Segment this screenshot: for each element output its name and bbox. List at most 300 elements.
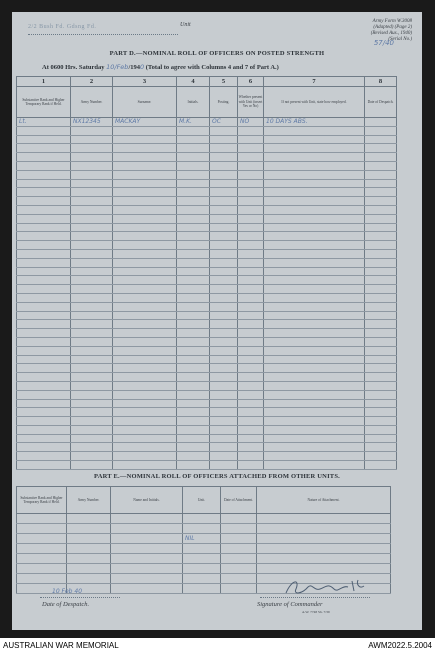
table-cell [71,461,113,470]
table-row [17,249,397,258]
table-cell [238,417,264,426]
table-row [17,381,397,390]
table-cell [71,153,113,162]
table-cell [365,373,397,382]
col-header-army-number: Army Number. [71,87,113,118]
table-cell [111,524,183,534]
table-cell [113,311,177,320]
table-cell [17,355,71,364]
despatch-date-handwritten: 10 Feb 40 [52,588,83,595]
table-cell [210,249,238,258]
table-cell [264,276,365,285]
table-cell [238,293,264,302]
table-cell [264,337,365,346]
table-cell [177,443,210,452]
table-cell [238,232,264,241]
col-header-initials: Initials. [177,87,210,118]
table-cell [365,425,397,434]
table-row [17,197,397,206]
table-cell [17,425,71,434]
table-cell [71,205,113,214]
table-row [17,408,397,417]
table-cell [365,258,397,267]
table-cell [238,390,264,399]
table-cell [264,153,365,162]
col-number: 7 [264,77,365,87]
table-cell [113,153,177,162]
table-cell [221,574,257,584]
table-cell [257,544,391,554]
table-cell [177,267,210,276]
serial-number-handwritten: 57/40 [373,39,394,47]
table-cell [17,258,71,267]
table-cell [264,452,365,461]
table-cell [365,311,397,320]
at-year-handwritten: 0 [140,63,145,71]
table-cell [238,381,264,390]
table-cell [365,144,397,153]
table-cell [210,461,238,470]
table-cell [113,337,177,346]
table-cell [113,390,177,399]
table-cell [177,170,210,179]
table-row [17,443,397,452]
table-row [17,417,397,426]
table-cell [238,170,264,179]
table-cell [177,135,210,144]
table-cell [71,170,113,179]
table-cell [111,584,183,594]
table-cell [365,197,397,206]
table-cell [365,126,397,135]
table-row [17,205,397,214]
table-cell [238,434,264,443]
table-cell [113,232,177,241]
table-cell [71,223,113,232]
table-cell [264,417,365,426]
at-date-handwritten: 10/Feb [106,63,129,71]
table-cell [113,267,177,276]
table-cell [71,179,113,188]
table-row [17,144,397,153]
table-cell [17,544,67,554]
table-cell [67,554,111,564]
table-cell [365,232,397,241]
table-cell [221,524,257,534]
table-cell [71,364,113,373]
form-ref-line: (Serial No.) [388,37,412,42]
table-cell [17,417,71,426]
table-cell [264,320,365,329]
table-cell [71,285,113,294]
table-cell [238,346,264,355]
table-row [17,390,397,399]
table-cell [264,346,365,355]
table-cell [17,534,67,544]
table-cell [113,452,177,461]
table-cell [210,302,238,311]
table-cell [177,425,210,434]
part-d-title: PART D.—NOMINAL ROLL OF OFFICERS ON POSTED STRENGTH [109,50,325,57]
table-cell [177,390,210,399]
entry-army-number: NX12345 [71,118,113,127]
table-cell [365,214,397,223]
table-cell [264,135,365,144]
table-cell [17,320,71,329]
table-cell [221,554,257,564]
signature-label: Signature of Commander [257,601,323,608]
col-header-surname: Surname. [113,87,177,118]
table-cell [111,574,183,584]
table-cell [238,443,264,452]
table-cell [238,205,264,214]
entry-surname: MACKAY [113,118,177,127]
table-cell [71,214,113,223]
table-cell [365,302,397,311]
table-row [17,514,391,524]
col-number: 4 [177,77,210,87]
unit-typed-text: 2/2 Bush Fd. Gdsng Fd. [28,24,97,30]
table-cell [67,514,111,524]
table-cell [113,302,177,311]
table-cell [365,355,397,364]
table-row [17,311,397,320]
table-cell [113,425,177,434]
table-cell [71,337,113,346]
table-cell [113,443,177,452]
table-cell [210,381,238,390]
table-cell [264,170,365,179]
table-row [17,524,391,534]
table-cell [264,443,365,452]
col-header-present: Whether present with Unit (insert Yes or No) [238,87,264,118]
table-row [17,434,397,443]
col-header-despatch: Date of Despatch. [365,87,397,118]
table-cell [238,364,264,373]
table-cell [264,302,365,311]
table-cell [238,337,264,346]
table-cell [113,329,177,338]
table-cell [17,373,71,382]
table-cell [264,461,365,470]
commander-signature [282,577,372,599]
table-cell [71,346,113,355]
table-cell [264,144,365,153]
table-cell [17,197,71,206]
table-cell [71,452,113,461]
table-cell [264,329,365,338]
table-cell [71,161,113,170]
table-row [17,337,397,346]
table-cell [264,390,365,399]
table-row [17,425,397,434]
table-cell [113,285,177,294]
table-cell [365,381,397,390]
table-row [17,118,397,127]
table-cell [17,267,71,276]
table-cell [365,364,397,373]
table-cell [17,144,71,153]
table-cell [210,188,238,197]
table-cell [177,276,210,285]
col-header-employment: If not present with Unit, state how employed. [264,87,365,118]
part-d-time-line [42,63,279,71]
col-number: 5 [210,77,238,87]
table-cell [177,249,210,258]
table-cell [238,285,264,294]
table-cell [71,197,113,206]
table-cell [17,285,71,294]
table-cell [71,258,113,267]
table-cell [177,126,210,135]
entry-posting: OC [210,118,238,127]
credit-institution: AUSTRALIAN WAR MEMORIAL [3,641,119,650]
table-cell [111,554,183,564]
table-cell [264,205,365,214]
table-cell [177,408,210,417]
table-cell [71,329,113,338]
table-cell [113,461,177,470]
table-cell [113,197,177,206]
table-cell [210,364,238,373]
table-cell [210,258,238,267]
table-row [17,267,397,276]
table-cell [264,223,365,232]
table-cell [17,223,71,232]
table-cell [238,302,264,311]
table-row [17,179,397,188]
table-row [17,355,397,364]
table-cell [264,311,365,320]
table-cell [365,267,397,276]
table-cell [238,249,264,258]
table-cell [238,355,264,364]
col-header-posting: Posting. [210,87,238,118]
table-cell [177,179,210,188]
table-cell [71,293,113,302]
table-row [17,373,397,382]
entry-despatch [365,118,397,127]
col-header-unit: Unit. [183,487,221,514]
table-cell [71,276,113,285]
table-cell [71,267,113,276]
table-cell [221,544,257,554]
table-cell [177,320,210,329]
table-cell [17,408,71,417]
table-cell [238,135,264,144]
table-row [17,241,397,250]
form-ref-line: Army Form W.3008 [372,19,412,24]
table-cell [264,232,365,241]
table-cell [177,153,210,162]
table-cell [67,544,111,554]
table-cell [113,399,177,408]
table-cell [17,399,71,408]
table-cell [17,214,71,223]
table-cell [17,364,71,373]
table-cell [238,241,264,250]
table-cell [183,584,221,594]
table-cell [365,188,397,197]
table-cell [17,249,71,258]
table-cell [177,399,210,408]
col-number: 1 [17,77,71,87]
entry-present: NO [238,118,264,127]
table-row [17,232,397,241]
table-cell [17,293,71,302]
table-cell [17,161,71,170]
table-cell [238,320,264,329]
table-cell [71,302,113,311]
table-cell [238,258,264,267]
table-cell [17,346,71,355]
table-cell [264,267,365,276]
table-row [17,258,397,267]
table-row [17,223,397,232]
table-cell [238,214,264,223]
table-cell [210,170,238,179]
table-cell [71,355,113,364]
table-row [17,214,397,223]
table-cell [71,399,113,408]
table-cell [71,390,113,399]
table-cell [177,381,210,390]
table-cell [71,443,113,452]
table-cell [210,452,238,461]
table-cell [210,408,238,417]
table-cell [113,170,177,179]
table-cell [238,126,264,135]
table-cell [17,461,71,470]
table-cell [67,534,111,544]
table-cell [113,258,177,267]
table-cell [177,302,210,311]
table-cell [17,564,67,574]
table-cell [177,364,210,373]
column-header-row [17,487,391,514]
table-cell [365,399,397,408]
table-cell [238,188,264,197]
table-row [17,329,397,338]
table-cell [221,564,257,574]
table-cell [238,144,264,153]
table-cell [177,329,210,338]
table-cell [264,285,365,294]
table-cell [71,408,113,417]
table-cell [177,417,210,426]
table-cell [210,329,238,338]
table-cell [210,197,238,206]
table-cell [111,544,183,554]
form-ref-line: (Adapted) (Page 2) [373,25,412,30]
table-cell [113,205,177,214]
table-cell [238,461,264,470]
table-row [17,161,397,170]
column-number-row [17,77,397,87]
table-cell [113,346,177,355]
table-cell [365,417,397,426]
table-cell [264,399,365,408]
table-cell [238,452,264,461]
table-cell [113,355,177,364]
table-cell [210,355,238,364]
table-cell [210,390,238,399]
table-cell [365,443,397,452]
table-cell [111,564,183,574]
table-row [17,285,397,294]
table-cell [113,144,177,153]
table-cell [177,346,210,355]
table-cell [264,249,365,258]
table-cell [264,381,365,390]
table-cell [210,241,238,250]
table-cell [365,241,397,250]
table-cell [17,170,71,179]
table-cell [113,434,177,443]
table-cell [71,144,113,153]
table-cell [113,373,177,382]
table-row [17,188,397,197]
table-cell [111,514,183,524]
table-cell [264,364,365,373]
table-cell [113,408,177,417]
signature-line [260,597,370,598]
table-cell [264,179,365,188]
table-cell [210,293,238,302]
col-number: 8 [365,77,397,87]
table-cell [210,276,238,285]
table-cell [365,337,397,346]
form-ref-line: (Revised Aus., 1940) [370,31,412,36]
despatch-label: Date of Despatch. [42,601,90,608]
table-cell [210,126,238,135]
table-cell [17,126,71,135]
table-cell [71,311,113,320]
col-header-name: Name and Initials. [111,487,183,514]
table-cell [113,249,177,258]
table-row [17,126,397,135]
table-cell [264,241,365,250]
table-row [17,452,397,461]
table-cell [264,258,365,267]
table-cell [183,574,221,584]
table-cell [71,135,113,144]
table-cell [183,564,221,574]
part-e-title: PART E.—NOMINAL ROLL OF OFFICERS ATTACHED FROM OTHER UNITS. [94,473,340,480]
table-cell [210,417,238,426]
table-cell [210,337,238,346]
table-cell [71,373,113,382]
table-cell [113,214,177,223]
table-cell [113,188,177,197]
table-cell [177,355,210,364]
table-cell [210,267,238,276]
table-cell [365,320,397,329]
table-cell [365,390,397,399]
table-cell [365,329,397,338]
table-cell [264,408,365,417]
table-cell [113,381,177,390]
table-cell [257,524,391,534]
table-cell [257,534,391,544]
table-cell [113,364,177,373]
table-cell [210,320,238,329]
table-cell [177,285,210,294]
table-cell [238,329,264,338]
table-row [17,302,397,311]
table-cell [71,434,113,443]
table-cell [177,452,210,461]
